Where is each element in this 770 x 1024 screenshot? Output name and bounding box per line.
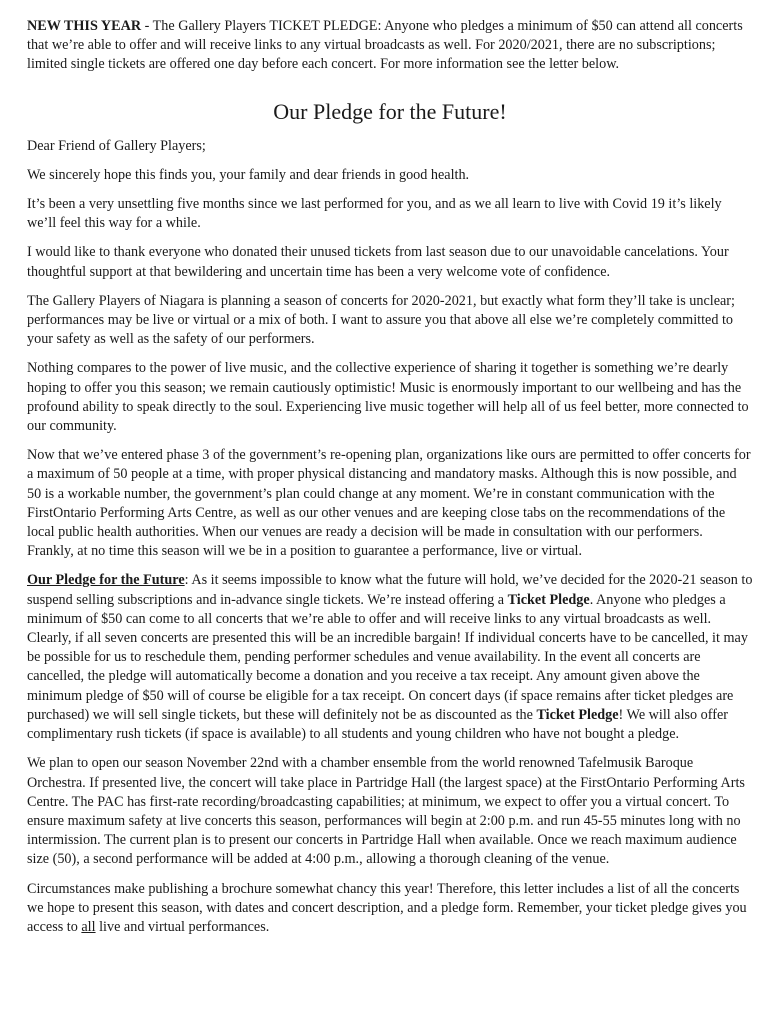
paragraph-season-opening: We plan to open our season November 22nd with a chamber ensemble from the world renowned Tafelmusik Baroque Orchestra. If presented live, the concert will take place in Partridge Hall (the largest space) at the FirstOntario Performing Arts Centre. The PAC has first-rate recording/broadcasting capabilities; at minimum, we expect to offer you a virtual concert. To ensure maximum safety at live concerts this season, performances will begin at 2:00 p.m. and run 45-55 minutes long with no intermission. The current plan is to present our concerts in Partridge Hall when available. Once we reach maximum audience size (50), a second performance will be added at 4:00 p.m., allowing a thorough cleaning of the venue. <box>27 755 745 868</box>
notice-text: - The Gallery Players TICKET PLEDGE: Anyone who pledges a minimum of $50 can attend all concerts that we’re able to offer and will receive links to any virtual broadcasts as well. For 2020/2021, there are no subscriptions; limited single tickets are offered one day before each concert. For more information see the letter below. <box>27 18 743 73</box>
pledge-text-2: . Anyone who pledges a minimum of $50 can come to all concerts that we’re able to offer and will receive links to any virtual broadcasts as well. Clearly, if all seven concerts are presented this will be an incredible bargain! If individual concerts have to be cancelled, it may be possible for us to reschedule them, pending performer schedules and venue availability. In the event all concerts are cancelled, the pledge will automatically become a donation and you receive a tax receipt. Any amount given above the minimum pledge of $50 will of course be eligible for a tax receipt. On concert days (if space remains after ticket pledges are purchased) we will sell single tickets, but these will definitely not be as discounted as the <box>27 591 748 723</box>
ticket-pledge-term-1: Ticket Pledge <box>507 591 590 608</box>
paragraph-live-music: Nothing compares to the power of live music, and the collective experience of sharing it together is something we’re dearly hoping to offer you this season; we remain cautiously optimistic! Music is enormously important to our wellbeing and has the profound ability to speak directly to the soul. Experiencing live music together will help all of us feel better, more connected to our community. <box>27 360 749 435</box>
paragraph-greeting: We sincerely hope this finds you, your family and dear friends in good health. <box>27 166 470 183</box>
salutation: Dear Friend of Gallery Players; <box>27 137 206 154</box>
letter-page <box>27 17 753 947</box>
paragraph-phase-3: Now that we’ve entered phase 3 of the government’s re-opening plan, organizations like ours are permitted to offer concerts for a maximum of 50 people at a time, with proper physical distancing and mandatory masks. Although this is now possible, and 50 is a workable number, the government’s plan could change at any moment. We’re in constant communication with the FirstOntario Performing Arts Centre, as well as our other venues and are keeping close tabs on the recommendations of the local public health authorities. When our venues are ready a decision will be made in consultation with our performers. Frankly, at no time this season will we be in a position to guarantee a performance, live or virtual. <box>27 447 751 560</box>
pledge-text-1: As it seems impossible to know what the future will hold, we’ve decided for the 2020-21 season to suspend selling subscriptions and in-advance single tickets. We’re instead offering a <box>27 572 753 608</box>
paragraph-unsettling: It’s been a very unsettling five months since we last performed for you, and as we all learn to live with Covid 19 it’s likely we’ll feel this way for a while. <box>27 196 722 232</box>
paragraph-season-plan: The Gallery Players of Niagara is planning a season of concerts for 2020-2021, but exactly what form they’ll take is unclear; performances may be live or virtual or a mix of both. I want to assure you that above all else we’re completely committed to your safety as well as the safety of our performers. <box>27 292 735 348</box>
pledge-text-3: ! We will also offer complimentary rush tickets (if space is available) to all students and young children who have not bought a pledge. <box>27 706 728 743</box>
ticket-pledge-term-2: Ticket Pledge <box>536 706 619 723</box>
brochure-text-2: live and virtual performances. <box>95 918 270 935</box>
paragraph-thanks: I would like to thank everyone who donated their unused tickets from last season due to our unavoidable cancelations. Your thoughtful support at that bewildering and uncertain time has been a very welcome vote of confidence. <box>27 244 729 280</box>
paragraph-pledge <box>27 571 753 744</box>
pledge-heading: Our Pledge for the Future <box>27 572 185 589</box>
brochure-all: all <box>81 918 96 935</box>
page-title: Our Pledge for the Future! <box>273 98 507 124</box>
notice-lead: NEW THIS YEAR <box>27 18 142 34</box>
brochure-text-1: Circumstances make publishing a brochure somewhat chancy this year! Therefore, this letter includes a list of all the concerts we hope to present this season, with dates and concert description, and a pledge form. Remember, your ticket pledge gives you access to <box>27 880 747 935</box>
notice-paragraph <box>27 17 753 75</box>
paragraph-brochure <box>27 880 753 938</box>
pledge-colon: : <box>184 572 189 589</box>
